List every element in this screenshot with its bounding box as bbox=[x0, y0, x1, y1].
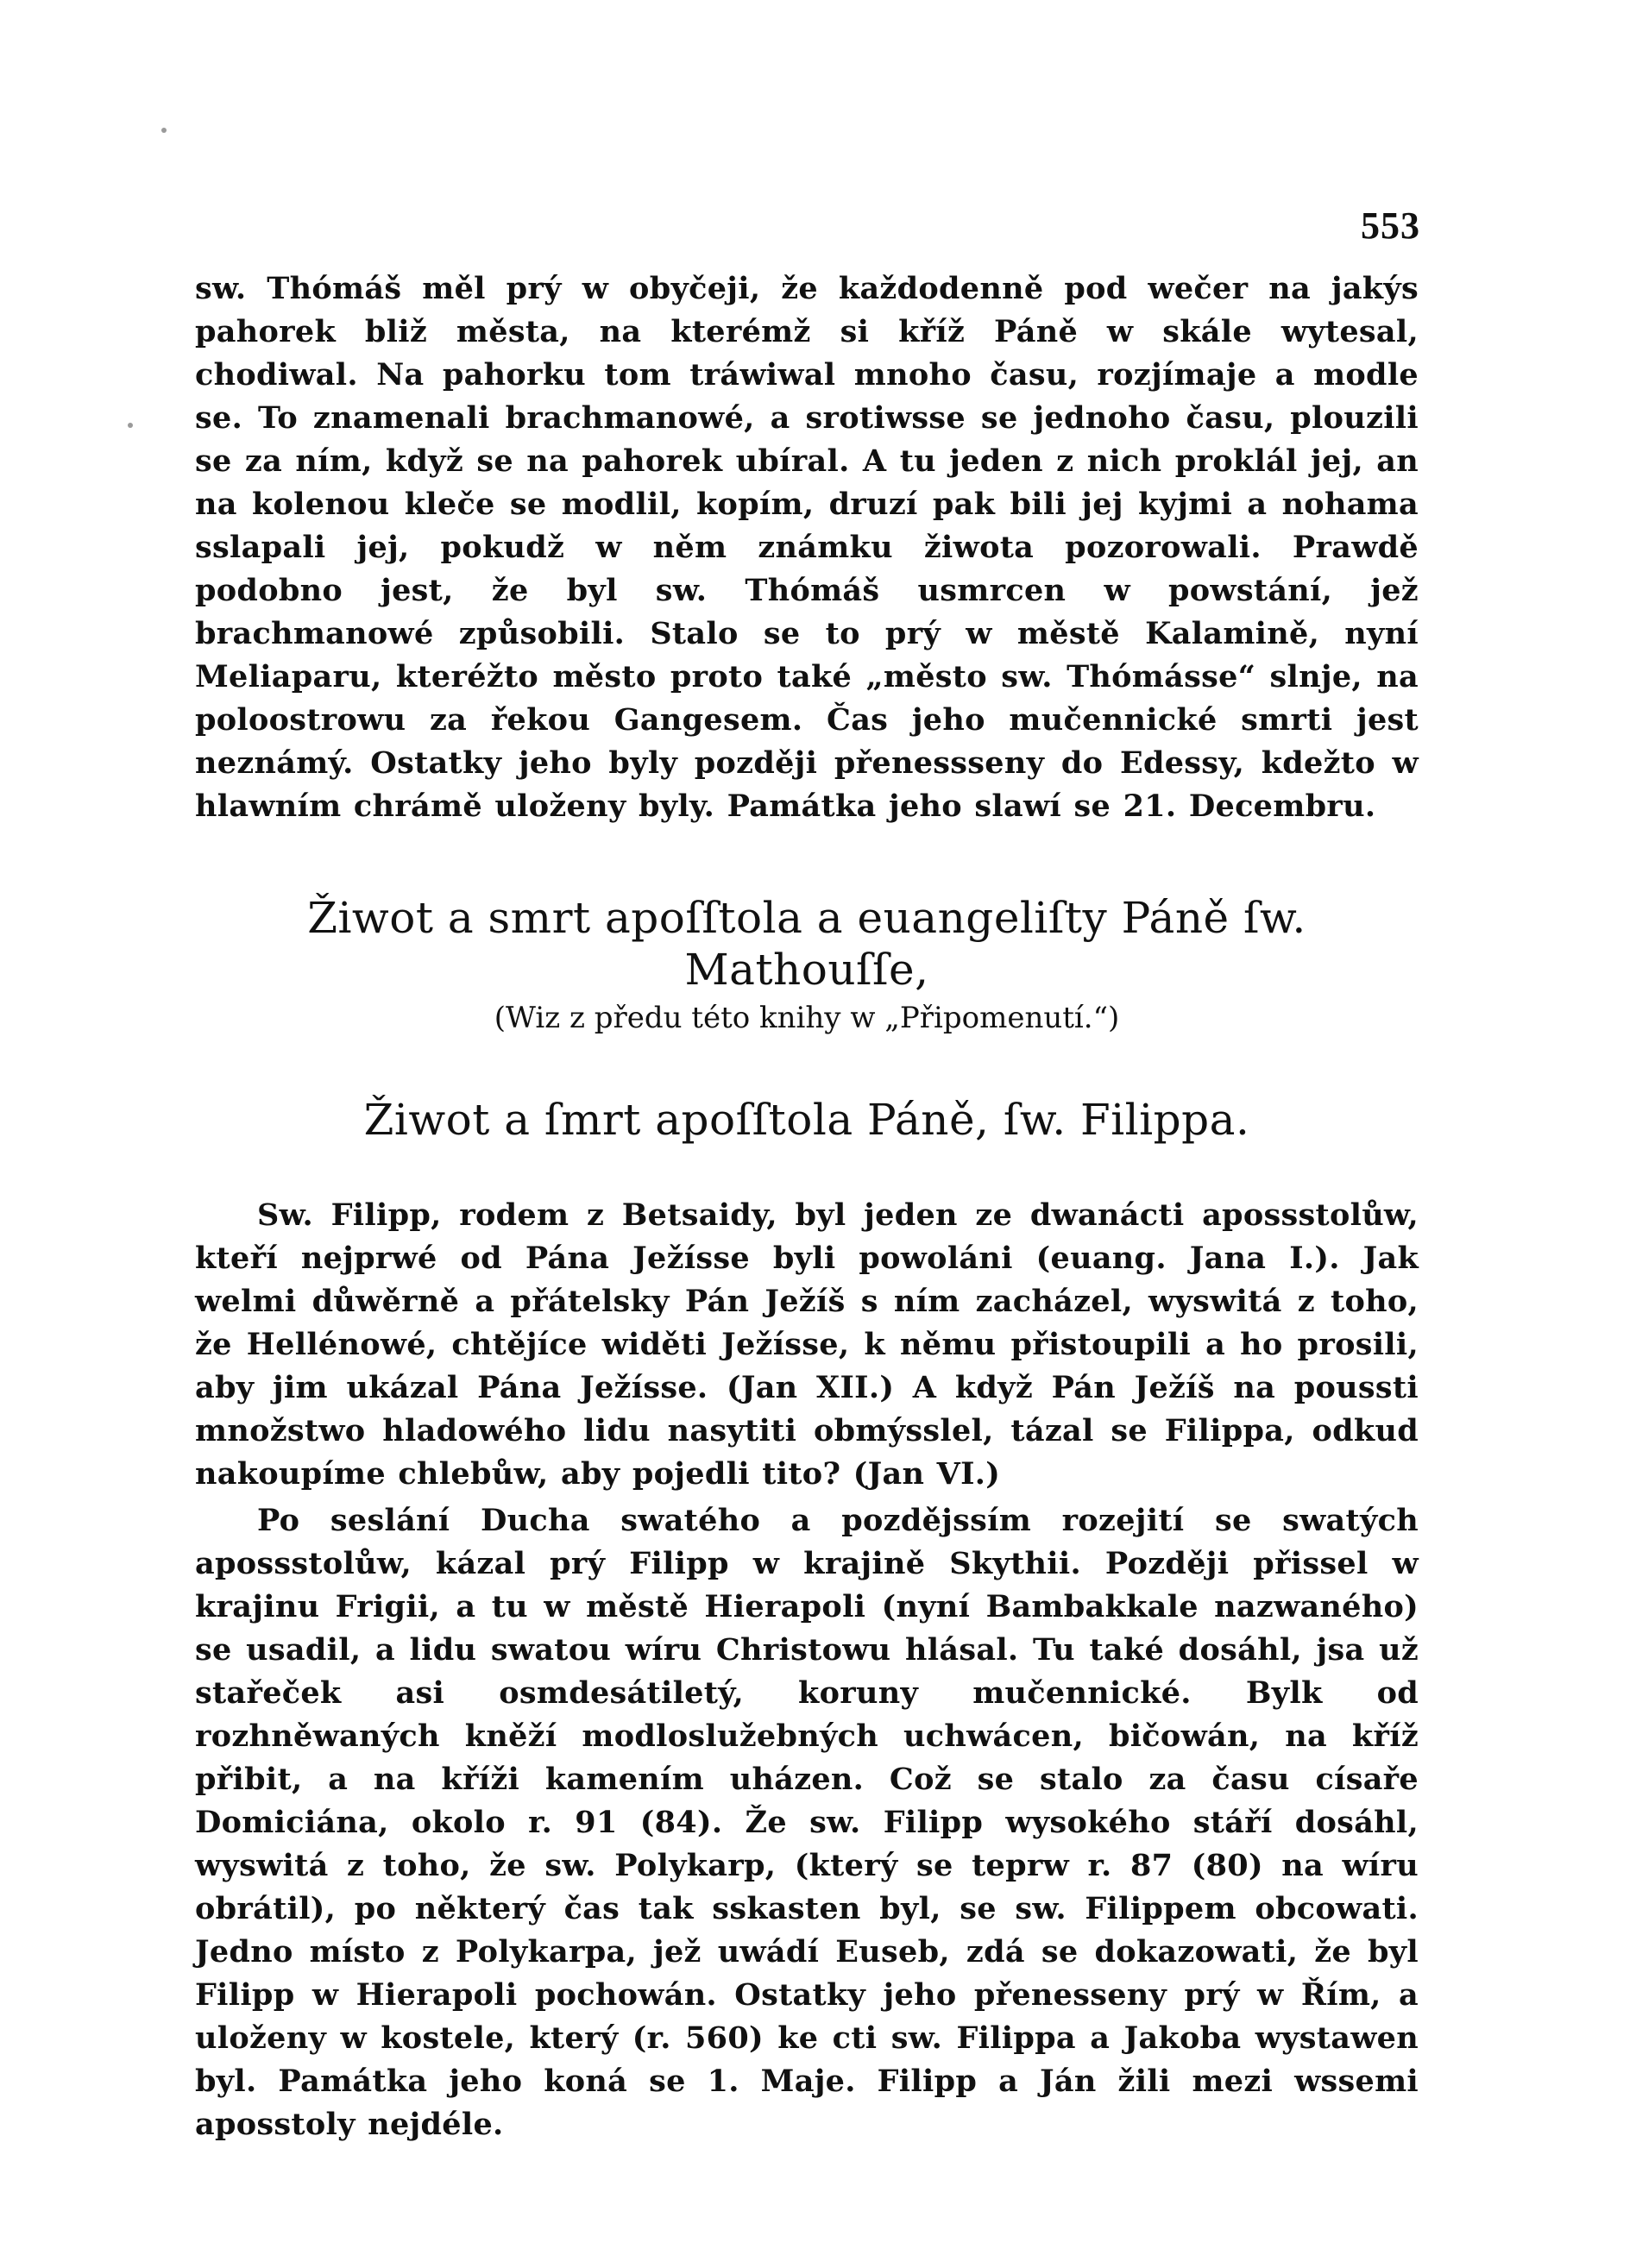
section-heading-matthew-note: (Wiz z předu této knihy w „Připomenutí.“) bbox=[494, 1001, 1120, 1035]
paragraph-thomas-ending: sw. Thómáš měl prý w obyčeji, že každodenně pod wečer na jakýs pahorek bliž města, na kterémž si kříž Páně w skále wytesal, chodiwal. Na pahorku tom tráwiwal mnoho času, rozjímaje a modle se. To znamenali brachmanowé, a srotiwsse se jednoho času, plouzili se za ním, když se na pahorek ubíral. A tu jeden z nich proklál jej, an na kolenou kleče se modlil, kopím, druzí pak bili jej kyjmi a nohama sslapali jej, pokudž w něm známku žiwota pozorowali. Prawdě podobno jest, že byl sw. Thómáš usmrcen w powstání, jež brachmanowé způsobili. Stalo se to prý w městě Kalamině, nyní Meliaparu, kteréžto město proto také „město sw. Thómásse“ slnje, na poloostrowu za řekou Gangesem. Čas jeho mučennické smrti jest neznámý. Ostatky jeho byly později přenessseny do Edessy, kdežto w hlawním chrámě uloženy byly. Památka jeho slawí se 21. Decembru. bbox=[195, 271, 1419, 824]
paper-speck-top bbox=[161, 128, 167, 133]
paragraph-philip-intro: Sw. Filipp, rodem z Betsaidy, byl jeden ze dwanácti apossstolůw, kteří nejprwé od Pána Ježísse byli powoláni (euang. Jana I.). Jak welmi důwěrně a přátelsky Pán Ježíš s ním zacházel, wyswitá z toho, že Hellénowé, chtějíce widěti Ježísse, k němu přistoupili a ho prosili, aby jim ukázal Pána Ježísse. (Jan XII.) A když Pán Ježíš na poussti množstwo hladowého lidu nasytiti obmýsslel, tázal se Filippa, odkud nakoupíme chlebůw, aby pojedli tito? (Jan VI.) bbox=[195, 1197, 1419, 1492]
section-heading-philip: Žiwot a ſmrt apoſſtola Páně, ſw. Filippa. bbox=[363, 1095, 1250, 1145]
section-heading-matthew: Žiwot a smrt apoſſtola a euangeliſty Páně ſw. Mathouſſe, bbox=[307, 893, 1306, 995]
paper-speck-left bbox=[128, 423, 133, 428]
page-number: 553 bbox=[1361, 204, 1420, 247]
paragraph-philip-martyrdom: Po seslání Ducha swatého a pozdějssím rozejití se swatých apossstolůw, kázal prý Filipp w krajině Skythii. Později přissel w krajinu Frigii, a tu w městě Hierapoli (nyní Bambakkale nazwaného) se usadil, a lidu swatou wíru Christowu hlásal. Tu také dosáhl, jsa už stařeček asi osmdesátiletý, koruny mučennické. Bylk od rozhněwaných kněží modloslužebných uchwácen, bičowán, na kříž přibit, a na kříži kamením uházen. Což se stalo za času císaře Domiciána, okolo r. 91 (84). Že sw. Filipp wysokého stáří dosáhl, wyswitá z toho, že sw. Polykarp, (který se teprw r. 87 (80) na wíru obrátil), po některý čas tak sskasten byl, se sw. Filippem obcowati. Jedno místo z Polykarpa, jež uwádí Euseb, zdá se dokazowati, že byl Filipp w Hierapoli pochowán. Ostatky jeho přenesseny prý w Řím, a uloženy w kostele, který (r. 560) ke cti sw. Filippa a Jakoba wystawen byl. Památka jeho koná se 1. Maje. Filipp a Ján žili mezi wssemi aposstoly nejdéle. bbox=[195, 1503, 1419, 2142]
page-content bbox=[195, 267, 1419, 2146]
